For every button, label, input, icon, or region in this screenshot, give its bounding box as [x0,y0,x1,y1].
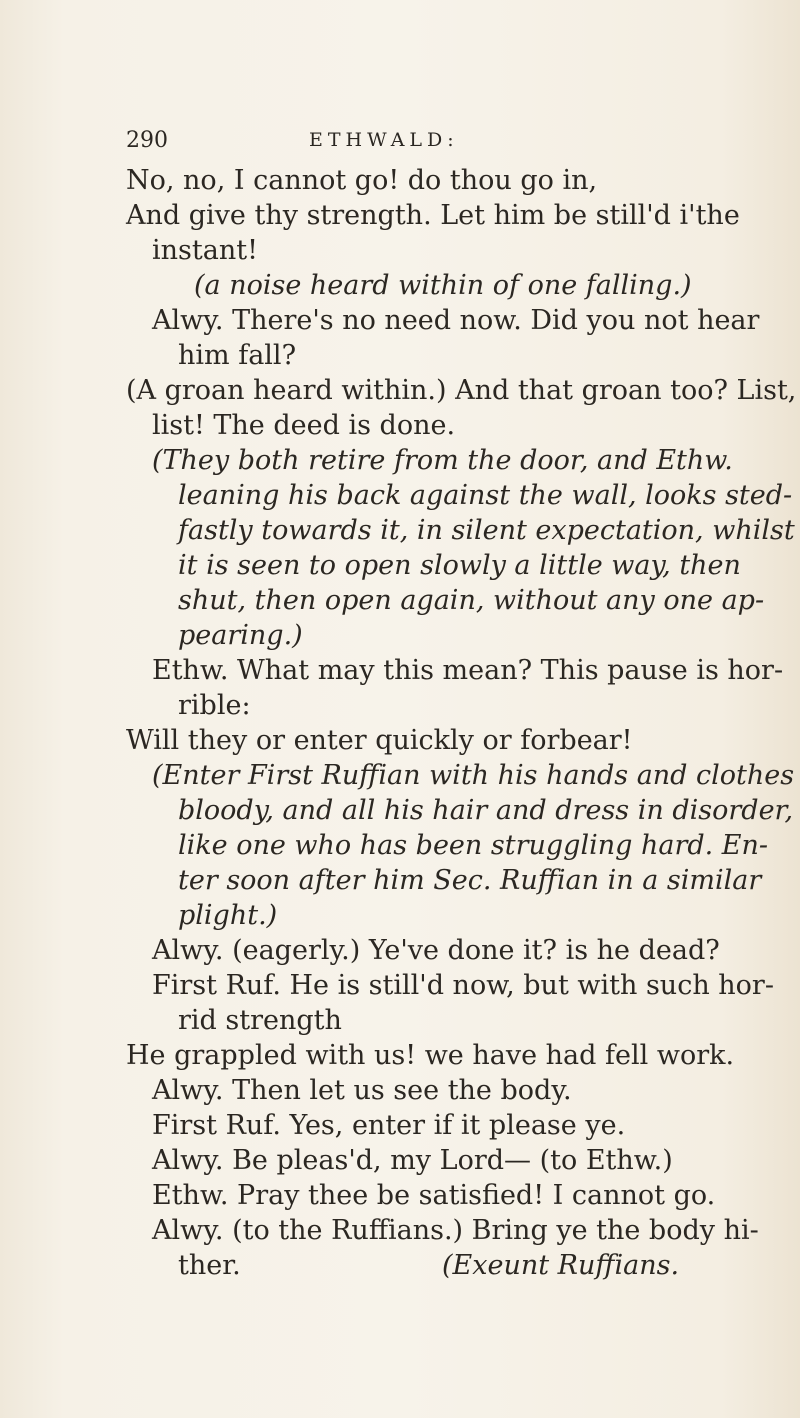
text-line: Alwy. Be pleas'd, my Lord— (to Ethw.) [152,1145,673,1176]
text-line: And give thy strength. Let him be still'd i'the [126,200,740,231]
text-line: ther. [178,1250,241,1281]
stage-direction: leaning his back against the wall, looks sted- [178,480,793,511]
text-line: He grappled with us! we have had fell work. [126,1040,735,1071]
text-line: Alwy. (eagerly.) Ye've done it? is he dead? [152,935,720,966]
stage-direction: it is seen to open slowly a little way, then [178,550,741,581]
running-title: ETHWALD: [309,129,459,151]
stage-direction: (Exeunt Ruffians. [442,1250,680,1281]
page-number: 290 [126,128,168,153]
stage-direction: plight.) [178,900,278,931]
text-line: instant! [152,235,258,266]
text-line: Ethw. Pray thee be satisfied! I cannot go. [152,1180,716,1211]
text-line: rible: [178,690,251,721]
text-line: Alwy. There's no need now. Did you not hear [152,305,760,336]
stage-direction: shut, then open again, without any one ap- [178,585,765,616]
text-line: No, no, I cannot go! do thou go in, [126,165,598,196]
text-line: First Ruf. He is still'd now, but with such hor- [152,970,774,1001]
text-line: First Ruf. Yes, enter if it please ye. [152,1110,626,1141]
text-line: Ethw. What may this mean? This pause is hor- [152,655,784,686]
stage-direction: (Enter First Ruffian with his hands and clothes [152,760,795,791]
stage-direction: like one who has been struggling hard. En- [178,830,769,861]
text-line: Will they or enter quickly or forbear! [126,725,633,756]
stage-direction: (a noise heard within of one falling.) [194,270,692,301]
text-line: him fall? [178,340,297,371]
page-header [126,128,686,158]
text-line: (A groan heard within.) And that groan too? List, [126,375,797,406]
stage-direction: pearing.) [178,620,303,651]
text-line: Alwy. (to the Ruffians.) Bring ye the body hi- [152,1215,759,1246]
stage-direction: bloody, and all his hair and dress in disorder, [178,795,794,826]
stage-direction: ter soon after him Sec. Ruffian in a similar [178,865,762,896]
stage-direction: fastly towards it, in silent expectation, whilst [178,515,795,546]
text-line: list! The deed is done. [152,410,456,441]
text-line: rid strength [178,1005,342,1036]
stage-direction: (They both retire from the door, and Ethw. [152,445,733,476]
text-line: Alwy. Then let us see the body. [152,1075,572,1106]
